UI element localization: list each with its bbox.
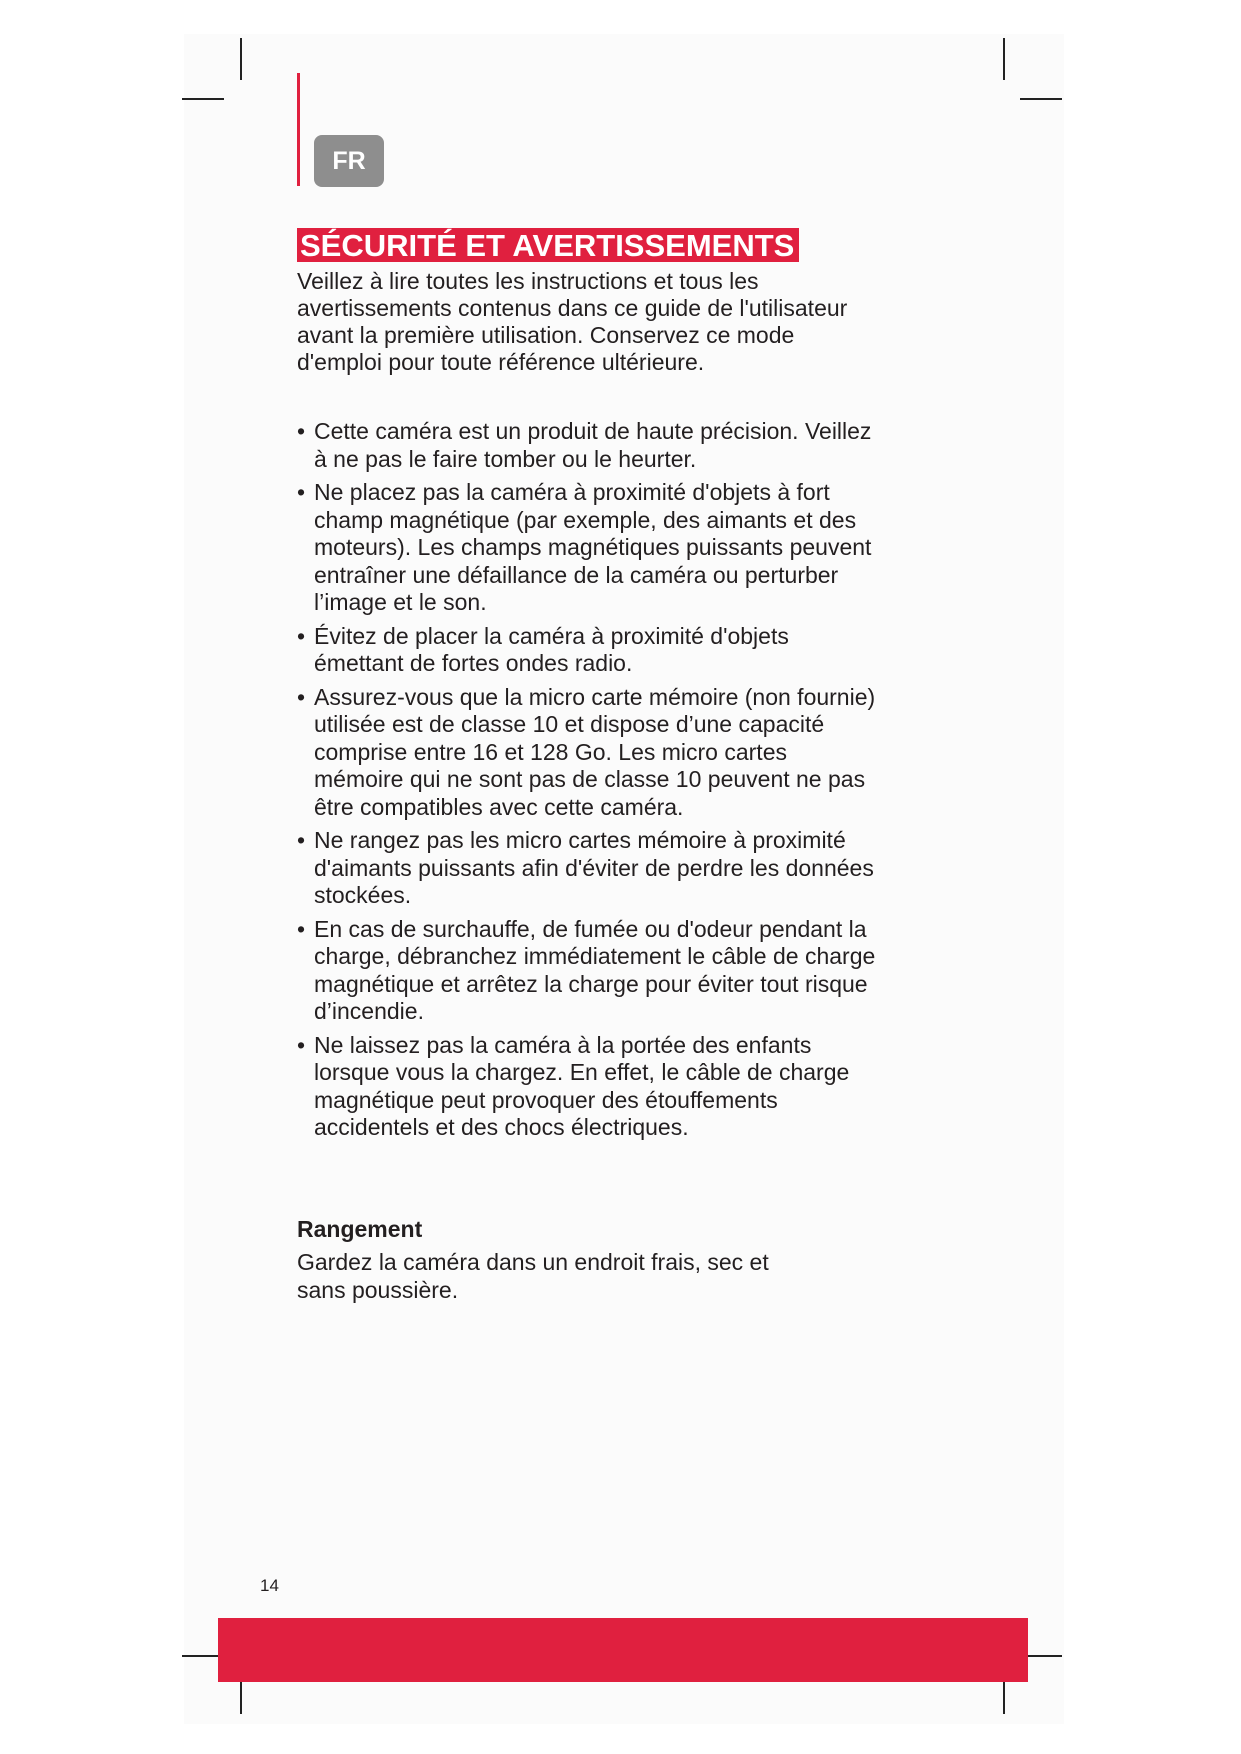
accent-rule <box>297 73 300 186</box>
list-item-text: Évitez de placer la caméra à proximité d'objets émettant de fortes ondes radio. <box>314 622 789 676</box>
bullet-icon: • <box>297 479 306 505</box>
bullet-icon: • <box>297 827 306 853</box>
crop-mark-top-right-vertical <box>1003 38 1005 80</box>
bullet-icon: • <box>297 915 306 942</box>
warning-list <box>297 418 877 1148</box>
section-heading: SÉCURITÉ ET AVERTISSEMENTS <box>297 228 799 262</box>
list-item-text: Ne placez pas la caméra à proximité d'objets à fort champ magnétique (par exemple, des aimants et des moteurs). Les champs magnétiques puissants peuvent entraîner une défaillance de la caméra ou perturber l’image et le son. <box>314 479 872 615</box>
footer-band <box>218 1618 1028 1682</box>
list-item <box>297 623 877 678</box>
intro-paragraph: Veillez à lire toutes les instructions et tous les avertissements contenus dans ce guide de l'utilisateur avant la première utilisation. Conservez ce mode d'emploi pour toute référence ultérieure. <box>297 268 848 375</box>
storage-heading: Rangement <box>297 1216 423 1242</box>
list-item-text: Cette caméra est un produit de haute précision. Veillez à ne pas le faire tomber ou le heurter. <box>314 418 872 472</box>
page-number: 14 <box>260 1576 279 1595</box>
language-badge: FR <box>314 135 384 187</box>
list-item <box>297 827 877 910</box>
list-item-text: En cas de surchauffe, de fumée ou d'odeur pendant la charge, débranchez immédiatement le câble de charge magnétique et arrêtez la charge pour éviter tout risque d’incendie. <box>314 915 876 1024</box>
list-item <box>297 479 877 617</box>
bullet-icon: • <box>297 418 306 444</box>
list-item <box>297 916 877 1026</box>
bullet-icon: • <box>297 683 306 710</box>
list-item-text: Assurez-vous que la micro carte mémoire (non fournie) utilisée est de classe 10 et dispose d’une capacité comprise entre 16 et 128 Go. Les micro cartes mémoire qui ne sont pas de classe 10 peuvent ne pas être compatibles avec cette caméra. <box>314 683 876 820</box>
bullet-icon: • <box>297 622 306 649</box>
crop-mark-top-right-horizontal <box>1020 98 1062 100</box>
crop-mark-top-left-horizontal <box>182 98 224 100</box>
list-item-text: Ne rangez pas les micro cartes mémoire à proximité d'aimants puissants afin d'éviter de perdre les données stockées. <box>314 827 874 908</box>
list-item-text: Ne laissez pas la caméra à la portée des enfants lorsque vous la chargez. En effet, le câble de charge magnétique peut provoquer des étouffements accidentels et des chocs électriques. <box>314 1031 850 1140</box>
bullet-icon: • <box>297 1031 306 1058</box>
list-item <box>297 684 877 822</box>
storage-paragraph: Gardez la caméra dans un endroit frais, sec et sans poussière. <box>297 1249 769 1303</box>
crop-mark-top-left-vertical <box>240 38 242 80</box>
list-item <box>297 1032 877 1142</box>
list-item <box>297 418 877 473</box>
